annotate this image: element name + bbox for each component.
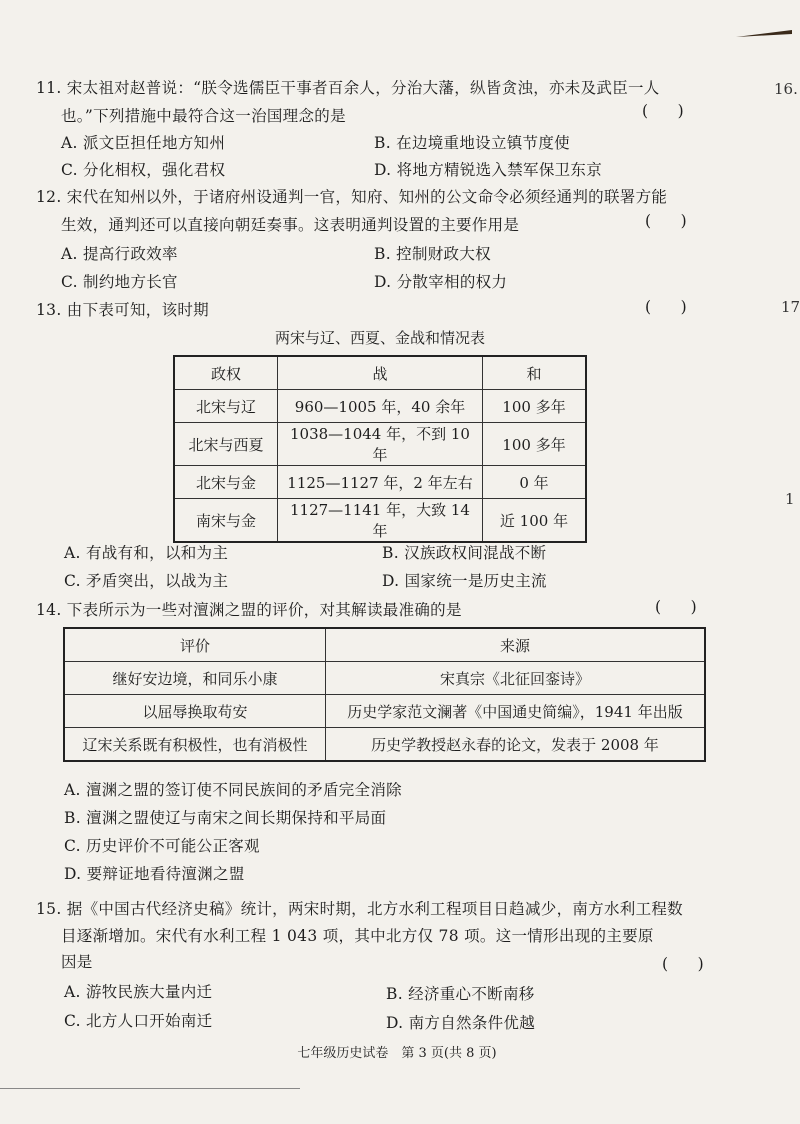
table-header-cell: 和 bbox=[483, 356, 587, 390]
table-row bbox=[174, 423, 586, 466]
q13-table-caption: 两宋与辽、西夏、金战和情况表 bbox=[274, 329, 485, 347]
table-cell: 1125—1127 年，2 年左右 bbox=[278, 466, 483, 499]
table-row bbox=[174, 466, 586, 499]
table-cell: 0 年 bbox=[483, 466, 587, 499]
q11-option-c: C. 分化相权，强化君权 bbox=[61, 161, 226, 179]
footer-rule-line bbox=[0, 1088, 300, 1089]
q15-option-c: C. 北方人口开始南迁 bbox=[64, 1012, 213, 1030]
q11-option-d: D. 将地方精锐选入禁军保卫东京 bbox=[374, 161, 603, 179]
table-row bbox=[174, 390, 586, 423]
table-row bbox=[64, 695, 705, 728]
table-cell: 宋真宗《北征回銮诗》 bbox=[326, 662, 706, 695]
table-header-cell: 来源 bbox=[326, 628, 706, 662]
q15-option-a: A. 游牧民族大量内迁 bbox=[64, 983, 213, 1001]
q15-option-d: D. 南方自然条件优越 bbox=[386, 1014, 536, 1032]
q12-answer-paren: ( ) bbox=[645, 212, 687, 230]
table-cell: 1038—1044 年，不到 10 年 bbox=[278, 423, 483, 466]
q11-stem-line-2: 也。”下列措施中最符合这一治国理念的是 bbox=[61, 107, 346, 125]
q12-option-b: B. 控制财政大权 bbox=[374, 245, 491, 263]
q13-war-peace-table bbox=[173, 355, 587, 543]
table-cell: 南宋与金 bbox=[174, 499, 278, 543]
q11-option-a: A. 派文臣担任地方知州 bbox=[61, 134, 226, 152]
q14-answer-paren: ( ) bbox=[655, 598, 697, 616]
table-row bbox=[64, 728, 705, 762]
scan-mark-shape bbox=[734, 28, 794, 38]
q11-stem-line-1: 11. 宋太祖对赵普说：“朕令选儒臣干事者百余人，分治大藩，纵皆贪浊，亦未及武臣一人 bbox=[36, 79, 660, 97]
table-cell: 历史学家范文澜著《中国通史简编》，1941 年出版 bbox=[326, 695, 706, 728]
q15-stem-line-3: 因是 bbox=[61, 953, 93, 971]
side-question-number: 1 bbox=[785, 490, 795, 508]
table-cell: 北宋与金 bbox=[174, 466, 278, 499]
table-header-row bbox=[64, 628, 705, 662]
q11-option-b: B. 在边境重地设立镇节度使 bbox=[374, 134, 570, 152]
q14-option-a: A. 澶渊之盟的签订使不同民族间的矛盾完全消除 bbox=[64, 781, 402, 799]
table-row bbox=[64, 662, 705, 695]
table-cell: 近 100 年 bbox=[483, 499, 587, 543]
q13-option-a: A. 有战有和，以和为主 bbox=[64, 544, 229, 562]
q12-option-a: A. 提高行政效率 bbox=[61, 245, 178, 263]
q15-stem-line-1: 15. 据《中国古代经济史稿》统计，两宋时期，北方水利工程项目日趋减少，南方水利工程数 bbox=[36, 900, 683, 918]
q15-answer-paren: ( ) bbox=[662, 955, 704, 973]
table-header-cell: 评价 bbox=[64, 628, 326, 662]
page-footer: 七年级历史试卷 第 3 页(共 8 页) bbox=[297, 1046, 497, 1061]
table-cell: 1127—1141 年，大致 14 年 bbox=[278, 499, 483, 543]
table-cell: 100 多年 bbox=[483, 423, 587, 466]
q12-option-d: D. 分散宰相的权力 bbox=[374, 273, 508, 291]
table-cell: 辽宋关系既有积极性，也有消极性 bbox=[64, 728, 326, 762]
table-cell: 960—1005 年，40 余年 bbox=[278, 390, 483, 423]
table-cell: 以屈辱换取苟安 bbox=[64, 695, 326, 728]
table-header-row bbox=[174, 356, 586, 390]
table-header-cell: 战 bbox=[278, 356, 483, 390]
q13-option-c: C. 矛盾突出，以战为主 bbox=[64, 572, 229, 590]
side-question-number: 17 bbox=[781, 298, 800, 316]
q15-stem-line-2: 目逐渐增加。宋代有水利工程 1 043 项，其中北方仅 78 项。这一情形出现的主要原 bbox=[61, 927, 654, 945]
table-cell: 历史学教授赵永春的论文，发表于 2008 年 bbox=[326, 728, 706, 762]
q15-option-b: B. 经济重心不断南移 bbox=[386, 985, 535, 1003]
table-header-cell: 政权 bbox=[174, 356, 278, 390]
table-row bbox=[174, 499, 586, 543]
q14-option-c: C. 历史评价不可能公正客观 bbox=[64, 837, 260, 855]
q12-option-c: C. 制约地方长官 bbox=[61, 273, 178, 291]
q13-stem: 13. 由下表可知，该时期 bbox=[36, 301, 209, 319]
table-cell: 北宋与西夏 bbox=[174, 423, 278, 466]
q12-stem-line-2: 生效，通判还可以直接向朝廷奏事。这表明通判设置的主要作用是 bbox=[61, 216, 520, 234]
q13-option-d: D. 国家统一是历史主流 bbox=[382, 572, 547, 590]
q11-answer-paren: ( ) bbox=[642, 102, 684, 120]
q13-option-b: B. 汉族政权间混战不断 bbox=[382, 544, 547, 562]
q14-evaluation-table bbox=[63, 627, 706, 762]
q14-option-d: D. 要辩证地看待澶渊之盟 bbox=[64, 865, 245, 883]
q14-option-b: B. 澶渊之盟使辽与南宋之间长期保持和平局面 bbox=[64, 809, 387, 827]
table-cell: 继好安边境，和同乐小康 bbox=[64, 662, 326, 695]
q12-stem-line-1: 12. 宋代在知州以外，于诸府州设通判一官，知府、知州的公文命令必须经通判的联署方能 bbox=[36, 188, 668, 206]
q13-answer-paren: ( ) bbox=[645, 298, 687, 316]
table-cell: 100 多年 bbox=[483, 390, 587, 423]
side-question-number: 16. bbox=[774, 80, 798, 98]
table-cell: 北宋与辽 bbox=[174, 390, 278, 423]
q14-stem: 14. 下表所示为一些对澶渊之盟的评价，对其解读最准确的是 bbox=[36, 601, 462, 619]
